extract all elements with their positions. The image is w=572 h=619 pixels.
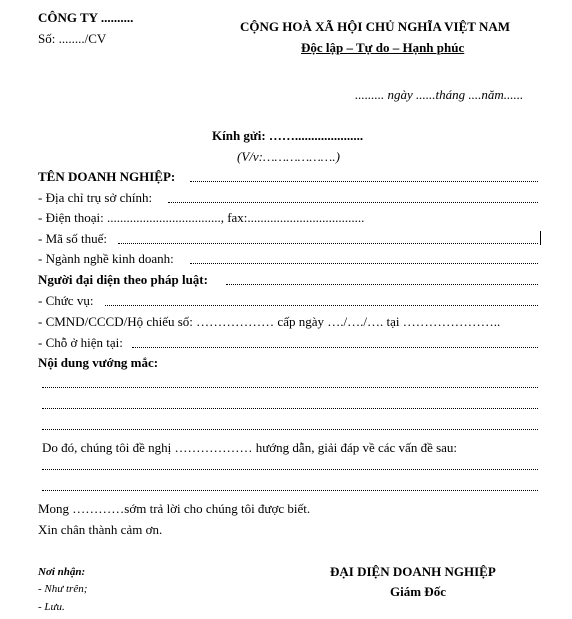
- company-name-fill: [190, 181, 538, 182]
- residence-fill: [132, 347, 538, 348]
- issue-heading: Nội dung vướng mắc:: [38, 355, 159, 370]
- request-line: Do đó, chúng tôi đề nghị ……………… hướng dẫn, giải đáp về các vấn đề sau:: [42, 440, 458, 455]
- request-line-2: [42, 490, 538, 491]
- signer-title: ĐẠI DIỆN DOANH NGHIỆP: [330, 564, 496, 579]
- recipient-item: - Lưu.: [38, 601, 65, 613]
- tax-label: - Mã số thuế:: [38, 231, 107, 246]
- subject-line: (V/v:……………….): [237, 149, 340, 164]
- representative-fill: [226, 284, 538, 285]
- national-title: CỘNG HOÀ XÃ HỘI CHỦ NGHĨA VIỆT NAM: [240, 19, 511, 34]
- issue-line-1: [42, 387, 538, 388]
- hope-line: Mong …………sớm trả lời cho chúng tôi được biết.: [38, 501, 311, 516]
- request-line-1: [42, 469, 538, 470]
- recipient-item: - Như trên;: [38, 583, 88, 595]
- signer-role: Giám Đốc: [390, 584, 446, 599]
- address-label: - Địa chỉ trụ sở chính:: [38, 190, 153, 205]
- thanks-line: Xin chân thành cảm ơn.: [38, 522, 163, 537]
- position-label: - Chức vụ:: [38, 293, 94, 308]
- position-fill: [105, 305, 538, 306]
- tax-fill: [118, 243, 538, 244]
- address-fill: [168, 202, 538, 203]
- recipient-line: Kính gửi: …….....................: [212, 128, 364, 143]
- residence-label: - Chỗ ở hiện tại:: [38, 335, 123, 350]
- business-fill: [190, 263, 538, 264]
- business-label: - Ngành nghề kinh doanh:: [38, 251, 174, 266]
- phone-fax-line: - Điện thoại: ..................................., fax:....................................: [38, 210, 365, 225]
- recipients-label: Nơi nhận:: [38, 566, 86, 578]
- id-line: - CMND/CCCD/Hộ chiếu số: ……………… cấp ngày …./…./…. tại …………………..: [38, 314, 501, 329]
- issue-line-3: [42, 429, 538, 430]
- issue-line-2: [42, 408, 538, 409]
- document-number: Số: ......../CV: [38, 31, 107, 46]
- company-name: CÔNG TY ..........: [38, 10, 134, 25]
- text-cursor: [540, 231, 541, 245]
- date-line: ......... ngày ......tháng ....năm......: [355, 87, 524, 102]
- national-motto: Độc lập – Tự do – Hạnh phúc: [301, 40, 465, 55]
- company-heading: TÊN DOANH NGHIỆP:: [38, 169, 176, 184]
- representative-heading: Người đại diện theo pháp luật:: [38, 272, 208, 287]
